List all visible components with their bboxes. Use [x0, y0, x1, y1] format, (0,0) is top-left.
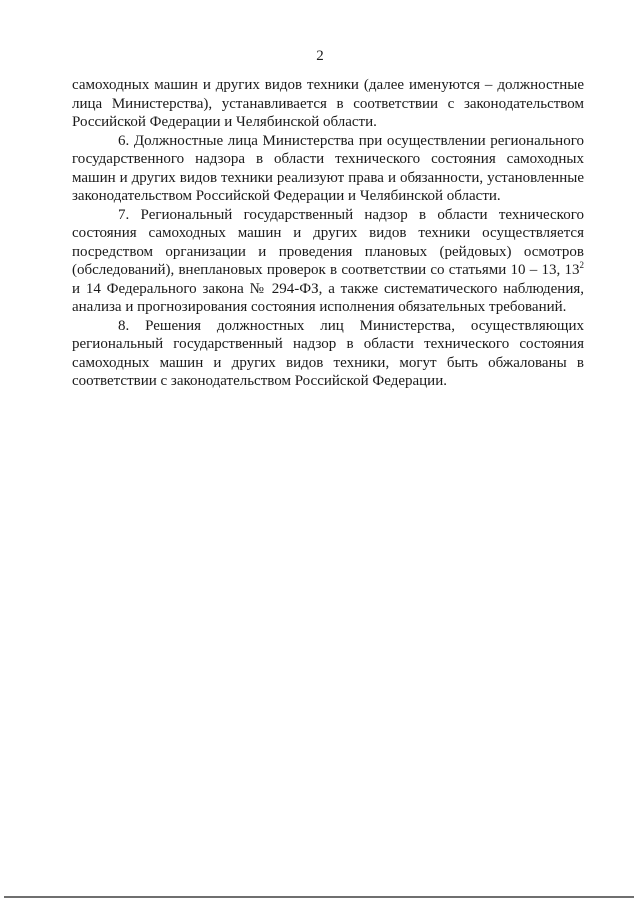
text-line: региональный государственный надзор в области технического состояния [72, 336, 584, 352]
text-line: состояния самоходных машин и других видов техники осуществляется [72, 225, 584, 241]
text-line: самоходных машин и других видов техники, могут быть обжалованы в [72, 354, 584, 371]
paragraph-7-first-line: 7. Региональный государственный надзор в области технического [118, 206, 584, 223]
text-line-with-superscript [72, 261, 584, 280]
text-line: законодательством Российской Федерации и Челябинской области. [72, 188, 501, 204]
text-line: анализа и прогнозирования состояния исполнения обязательных требований. [72, 299, 567, 315]
superscript: 2 [579, 260, 584, 270]
page-number: 2 [316, 48, 324, 64]
text-line: машин и других видов техники реализуют права и обязанности, установленные [72, 169, 584, 186]
text-line: соответствии с законодательством Российской Федерации. [72, 373, 447, 389]
text-line: (обследований), внеплановых проверок в соответствии со статьями 10 – 13, 13 [72, 262, 580, 278]
text-line: лица Министерства), устанавливается в соответствии с законодательством [72, 95, 584, 112]
document-body [72, 76, 584, 391]
paragraph-8-first-line: 8. Решения должностных лиц Министерства, осуществляющих [118, 317, 584, 334]
bottom-scan-edge-divider [4, 896, 634, 898]
text-line: и 14 Федерального закона № 294-ФЗ, а также систематического наблюдения, [72, 280, 584, 297]
text-line: Российской Федерации и Челябинской области. [72, 114, 377, 130]
text-line: посредством организации и проведения плановых (рейдовых) осмотров [72, 243, 584, 260]
paragraph-6-first-line: 6. Должностные лица Министерства при осуществлении регионального [118, 132, 584, 149]
text-line: государственного надзора в области технического состояния самоходных [72, 151, 584, 167]
text-line: самоходных машин и других видов техники (далее именуются – должностные [72, 77, 584, 93]
